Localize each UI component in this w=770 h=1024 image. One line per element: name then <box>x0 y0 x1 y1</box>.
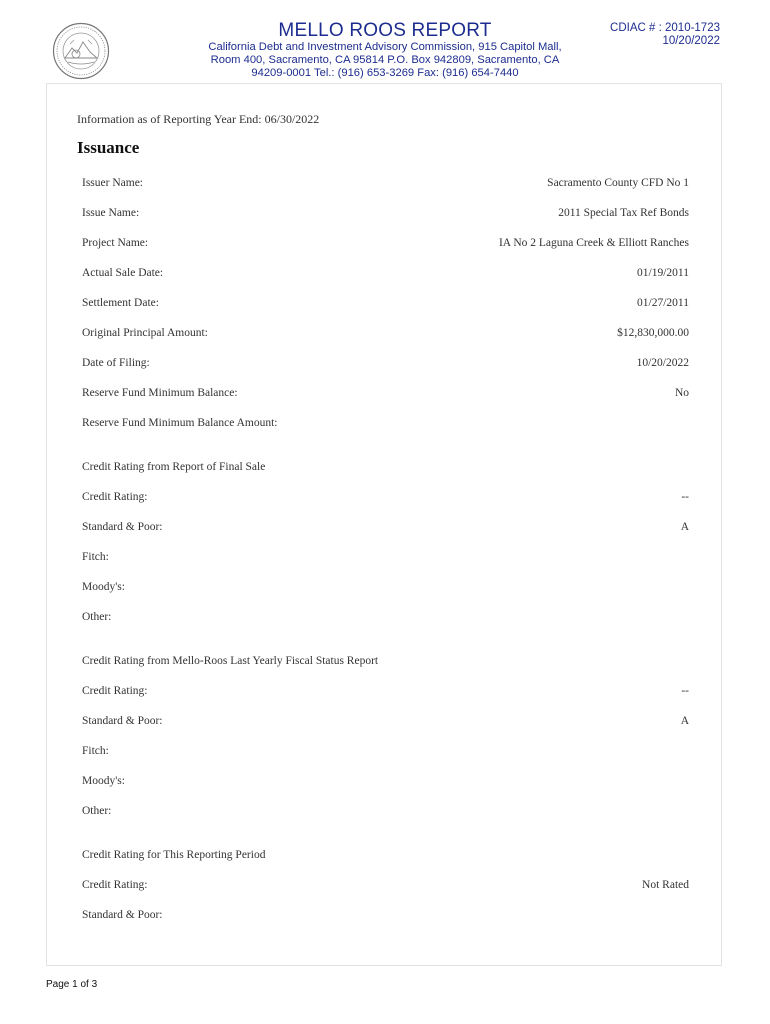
field-row <box>82 879 689 895</box>
field-row <box>82 207 689 223</box>
field-label: Fitch: <box>82 551 109 563</box>
field-row <box>82 715 689 731</box>
field-label: Reserve Fund Minimum Balance Amount: <box>82 417 278 429</box>
section-heading: Credit Rating for This Reporting Period <box>82 849 266 861</box>
field-label: Issue Name: <box>82 207 140 219</box>
field-value: A <box>680 521 689 533</box>
field-value: Not Rated <box>642 879 689 891</box>
field-row <box>82 417 689 433</box>
field-row <box>82 327 689 343</box>
field-label: Moody's: <box>82 775 125 787</box>
field-value: 01/27/2011 <box>637 297 689 309</box>
reporting-year: Information as of Reporting Year End: 06/30/2022 <box>77 112 320 126</box>
field-label: Credit Rating: <box>82 491 148 503</box>
field-row <box>82 611 689 627</box>
state-seal-icon <box>52 22 110 80</box>
field-row <box>82 237 689 253</box>
field-row <box>82 177 689 193</box>
field-row <box>82 387 689 403</box>
field-row <box>82 909 689 925</box>
address-line: 94209-0001 Tel.: (916) 653-3269 Fax: (916) 654-7440 <box>251 67 519 79</box>
field-label: Other: <box>82 805 112 817</box>
field-label: Fitch: <box>82 745 109 757</box>
field-value: A <box>680 715 689 727</box>
field-value: -- <box>681 685 689 697</box>
field-row <box>82 357 689 373</box>
field-value: 01/19/2011 <box>637 267 689 279</box>
field-label: Standard & Poor: <box>82 715 163 727</box>
field-label: Original Principal Amount: <box>82 327 208 339</box>
issuance-heading: Issuance <box>77 138 140 157</box>
field-row <box>82 521 689 537</box>
field-row <box>82 581 689 597</box>
field-row <box>82 491 689 507</box>
cdiac-info <box>610 22 720 48</box>
field-row <box>82 297 689 313</box>
cdiac-number: CDIAC # : 2010-1723 <box>610 22 720 34</box>
field-label: Other: <box>82 611 112 623</box>
field-value: No <box>674 387 689 399</box>
field-value: $12,830,000.00 <box>617 327 689 339</box>
field-value: -- <box>681 491 689 503</box>
field-row <box>82 267 689 283</box>
agency-address <box>190 41 580 80</box>
field-label: Standard & Poor: <box>82 909 163 921</box>
field-value: 10/20/2022 <box>636 357 689 369</box>
field-row <box>82 775 689 791</box>
field-label: Reserve Fund Minimum Balance: <box>82 387 238 399</box>
field-label: Settlement Date: <box>82 297 159 309</box>
field-value: Sacramento County CFD No 1 <box>547 177 689 189</box>
page-number: Page 1 of 3 <box>46 979 98 990</box>
field-row <box>82 685 689 701</box>
field-row <box>82 551 689 567</box>
report-title: MELLO ROOS REPORT <box>278 20 492 41</box>
field-row <box>82 805 689 821</box>
field-label: Issuer Name: <box>82 177 143 189</box>
section-heading: Credit Rating from Mello-Roos Last Yearly Fiscal Status Report <box>82 655 379 667</box>
field-label: Date of Filing: <box>82 357 150 369</box>
field-label: Project Name: <box>82 237 149 249</box>
field-value: IA No 2 Laguna Creek & Elliott Ranches <box>498 237 689 249</box>
section-heading: Credit Rating from Report of Final Sale <box>82 461 266 473</box>
field-label: Moody's: <box>82 581 125 593</box>
address-line: Room 400, Sacramento, CA 95814 P.O. Box 942809, Sacramento, CA <box>210 54 560 66</box>
field-label: Actual Sale Date: <box>82 267 164 279</box>
report-date: 10/20/2022 <box>662 35 720 47</box>
field-row <box>82 745 689 761</box>
field-value: 2011 Special Tax Ref Bonds <box>558 207 689 219</box>
field-label: Standard & Poor: <box>82 521 163 533</box>
address-line: California Debt and Investment Advisory Commission, 915 Capitol Mall, <box>208 41 562 53</box>
field-label: Credit Rating: <box>82 685 148 697</box>
field-label: Credit Rating: <box>82 879 148 891</box>
